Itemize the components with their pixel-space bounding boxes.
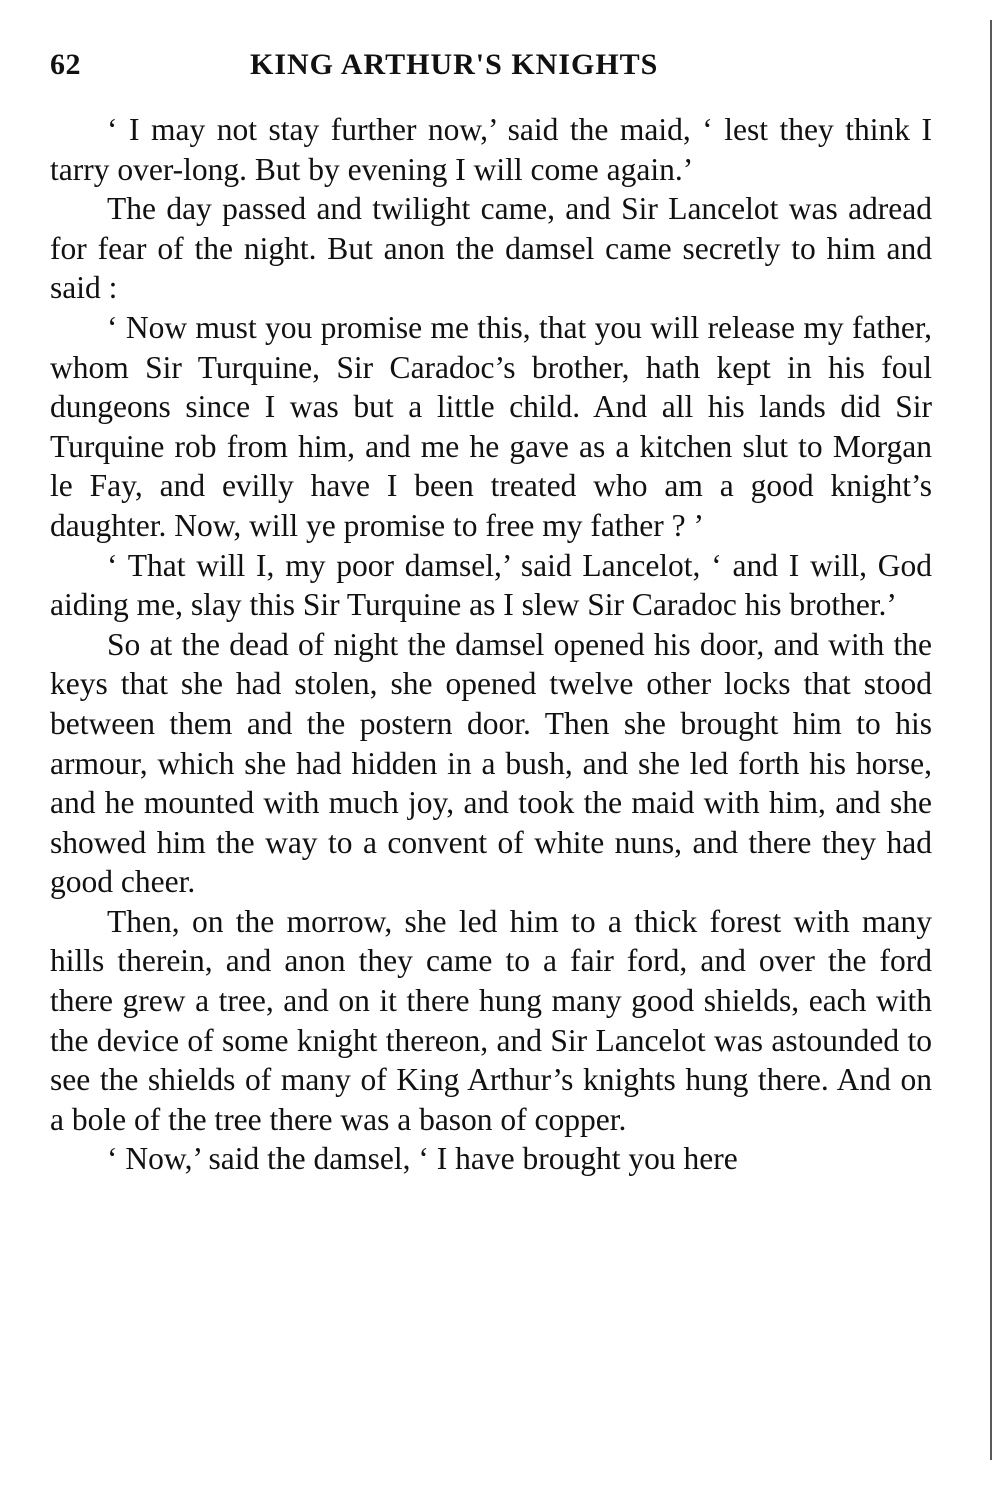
paragraph: So at the dead of night the damsel opened his door, and with the keys that she had stolen, she opened twelve other locks that stood between them and the postern door. Then she brought him to his armour, which she had hidden in a bush, and she led forth his horse, and he mounted with much joy, and took the maid with him, and she showed him the way to a convent of white nuns, and there they had good cheer. <box>50 626 932 900</box>
paragraph: ‘ Now must you promise me this, that you will release my father, whom Sir Turquine, Sir Caradoc’s brother, hath kept in his foul dungeons since I was but a little child. And all his lands did Sir Turquine rob from him, and me he gave as a kitchen slut to Morgan le Fay, and evilly have I been treated who am a good knight’s daughter. Now, will ye promise to free my father ? ’ <box>50 309 932 543</box>
body-text <box>50 110 932 1179</box>
paragraph: ‘ Now,’ said the damsel, ‘ I have brought you here <box>107 1141 738 1177</box>
paragraph: Then, on the morrow, she led him to a thick forest with many hills therein, and anon they came to a fair ford, and over the ford there grew a tree, and on it there hung many good shields, each with the device of some knight thereon, and Sir Lancelot was astounded to see the shields of many of King Arthur’s knights hung there. And on a bole of the tree there was a bason of copper. <box>50 903 932 1137</box>
page-number: 62 <box>50 48 81 81</box>
page-edge-line <box>990 20 992 1460</box>
running-title: KING ARTHUR'S KNIGHTS <box>250 48 659 81</box>
page-header <box>50 48 930 88</box>
paragraph: The day passed and twilight came, and Sir Lancelot was adread for fear of the night. But anon the damsel came secretly to him and said : <box>50 191 932 306</box>
paragraph: ‘ I may not stay further now,’ said the maid, ‘ lest they think I tarry over-long. But by evening I will come again.’ <box>50 112 932 187</box>
paragraph: ‘ That will I, my poor damsel,’ said Lancelot, ‘ and I will, God aiding me, slay this Sir Turquine as I slew Sir Caradoc his brother.’ <box>50 547 932 623</box>
